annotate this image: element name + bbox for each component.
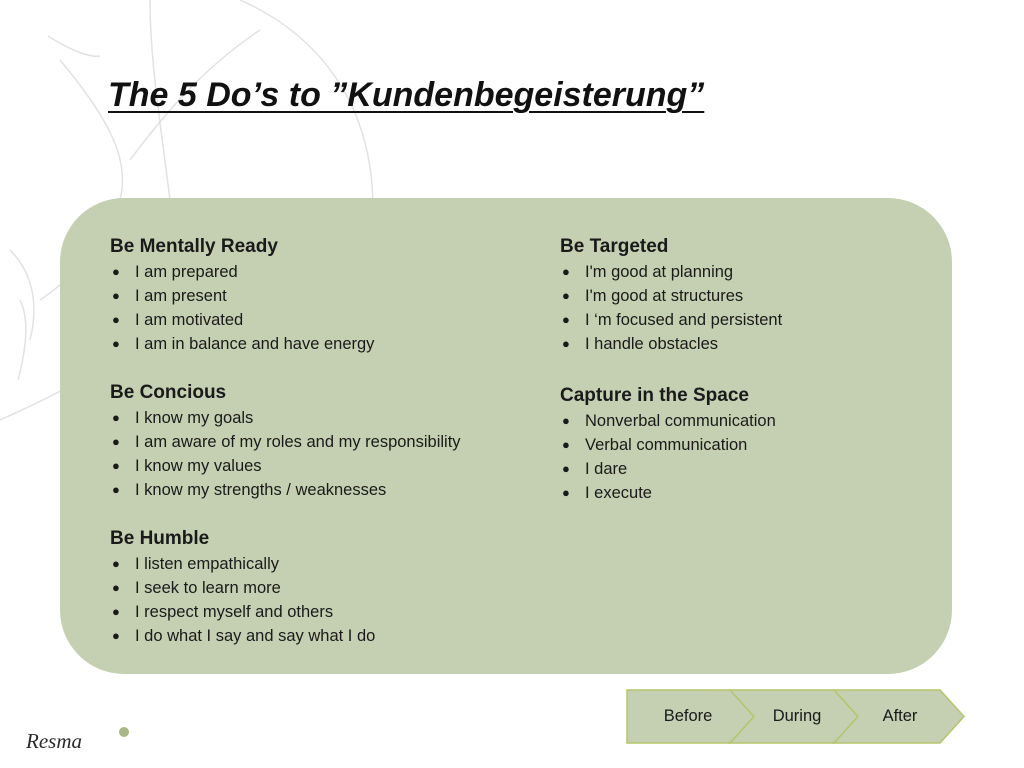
section-be-concious (110, 380, 530, 502)
list-item-text: I know my values (135, 457, 262, 475)
bullet-icon: ● (562, 264, 570, 279)
list-item-text: I execute (585, 484, 652, 502)
list-item-text: Verbal communication (585, 436, 748, 454)
list-item (560, 332, 920, 356)
list-item (110, 552, 530, 576)
list-item (110, 430, 530, 454)
list-item-text: I am in balance and have energy (135, 335, 375, 353)
bullet-icon: ● (112, 458, 120, 473)
section-capture-in-the-space (560, 383, 920, 505)
logo-text: Resma (26, 729, 82, 753)
bullet-icon: ● (112, 604, 120, 619)
list-item-text: Nonverbal communication (585, 412, 776, 430)
list-item (560, 457, 920, 481)
bullet-icon: ● (112, 410, 120, 425)
list-item (110, 624, 530, 648)
slide-title: The 5 Do’s to ”Kundenbegeisterung” (108, 76, 705, 114)
section-be-humble (110, 526, 530, 648)
bullet-icon: ● (562, 288, 570, 303)
bullet-icon: ● (112, 628, 120, 643)
list-item-text: I dare (585, 460, 628, 478)
section-be-mentally-ready (110, 234, 530, 356)
list-item-text: I am present (135, 287, 227, 305)
list-item-text: I seek to learn more (135, 579, 281, 597)
list-item-text: I'm good at planning (585, 263, 734, 281)
step-during-label: During (772, 707, 822, 725)
section-heading: Be Humble (110, 528, 210, 549)
bullet-icon: ● (112, 288, 120, 303)
logo-mark (24, 724, 134, 754)
list-item (560, 284, 920, 308)
section-heading: Be Mentally Ready (110, 236, 278, 257)
list-item (560, 433, 920, 457)
bullet-icon: ● (112, 556, 120, 571)
bullet-icon: ● (562, 461, 570, 476)
content-panel (60, 198, 952, 674)
bullet-icon: ● (112, 434, 120, 449)
list-item (110, 576, 530, 600)
step-before-label: Before (663, 707, 713, 725)
list-item-text: I handle obstacles (585, 335, 719, 353)
bullet-icon: ● (562, 437, 570, 452)
list-item-text: I am motivated (135, 311, 244, 329)
step-after-label: After (882, 707, 918, 725)
bullet-icon: ● (562, 413, 570, 428)
list-item (110, 332, 530, 356)
section-heading: Be Concious (110, 382, 227, 403)
list-item (110, 600, 530, 624)
list-item (110, 284, 530, 308)
list-item-text: I'm good at structures (585, 287, 744, 305)
list-item-text: I am aware of my roles and my responsibility (135, 433, 461, 451)
list-item-text: I know my strengths / weaknesses (135, 481, 387, 499)
bullet-icon: ● (112, 336, 120, 351)
bullet-icon: ● (112, 312, 120, 327)
section-heading: Be Targeted (560, 236, 669, 257)
left-column (110, 234, 530, 672)
list-item (560, 260, 920, 284)
list-item (110, 454, 530, 478)
bullet-icon: ● (562, 336, 570, 351)
bullet-icon: ● (112, 264, 120, 279)
right-column (560, 234, 920, 532)
logo-dot-icon (119, 727, 129, 737)
list-item (110, 478, 530, 502)
list-item-text: I am prepared (135, 263, 238, 281)
list-item (560, 308, 920, 332)
section-heading: Capture in the Space (560, 385, 749, 406)
list-item-text: I ‘m focused and persistent (585, 311, 783, 329)
list-item (110, 260, 530, 284)
list-item-text: I know my goals (135, 409, 254, 427)
list-item-text: I do what I say and say what I do (135, 627, 376, 645)
list-item (110, 308, 530, 332)
bullet-icon: ● (112, 482, 120, 497)
list-item (560, 409, 920, 433)
bullet-icon: ● (112, 580, 120, 595)
bullet-icon: ● (562, 485, 570, 500)
process-chevrons (626, 689, 966, 744)
bullet-icon: ● (562, 312, 570, 327)
list-item (110, 406, 530, 430)
list-item-text: I respect myself and others (135, 603, 334, 621)
resma-logo (24, 724, 134, 754)
list-item (560, 481, 920, 505)
section-be-targeted (560, 234, 920, 356)
list-item-text: I listen empathically (135, 555, 279, 573)
